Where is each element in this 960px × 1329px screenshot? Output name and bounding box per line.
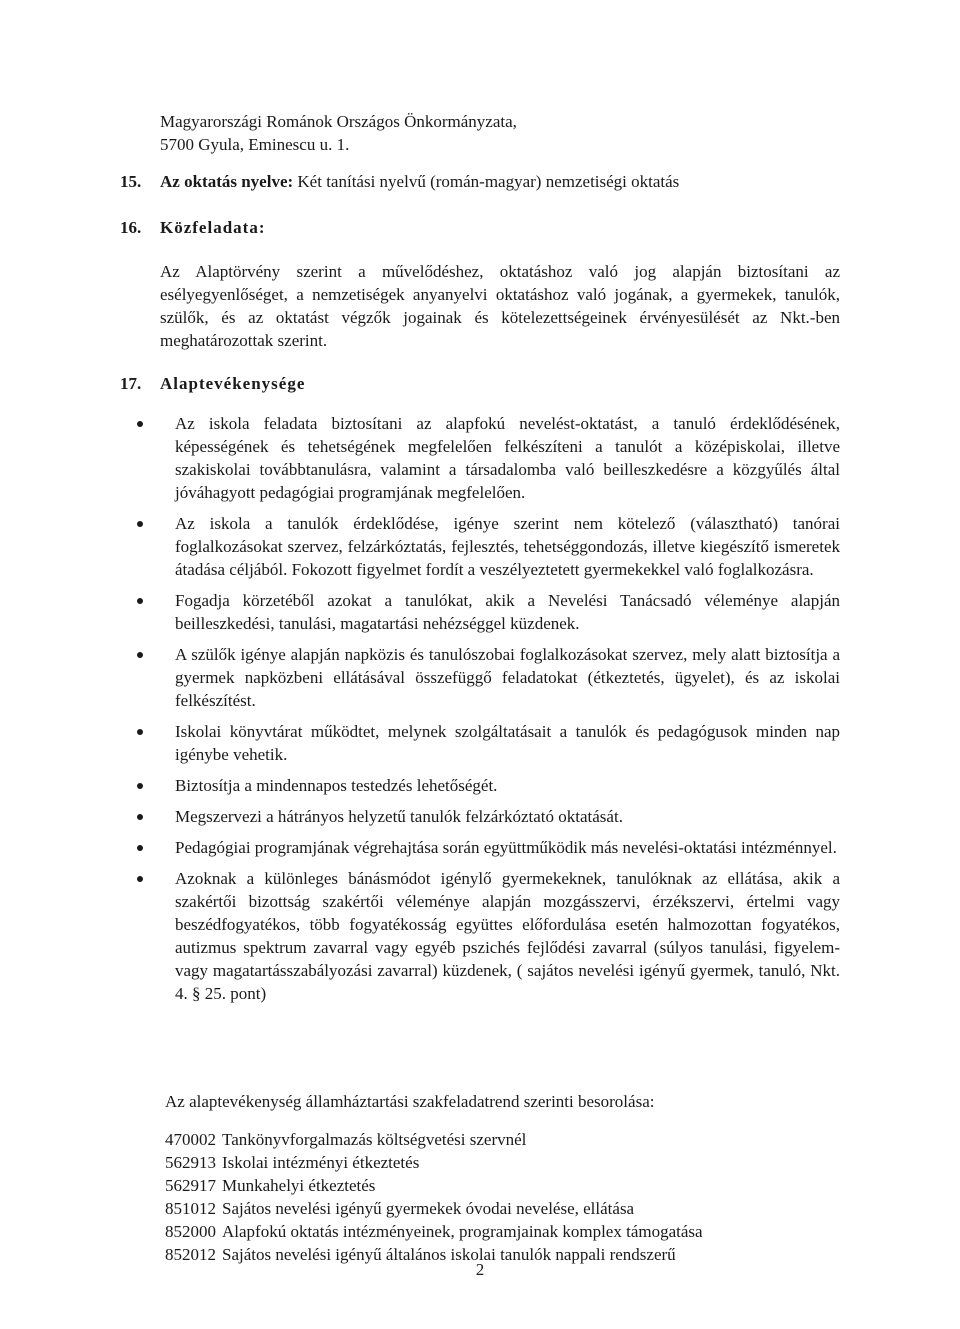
code-number: 852000 [165, 1222, 216, 1241]
code-row [165, 1151, 845, 1174]
bullet-item [120, 774, 840, 797]
section-16-title: Közfeladata: [160, 218, 266, 237]
bullet-item [120, 643, 840, 712]
bullet-item [120, 589, 840, 635]
section-15-number: 15. [120, 172, 142, 191]
bullet-item [120, 412, 840, 504]
code-row [165, 1128, 845, 1151]
section-17-bullet-list [120, 412, 840, 1013]
bullet-dot-icon [137, 421, 143, 427]
section-15-content [160, 170, 840, 193]
bullet-dot-icon [137, 845, 143, 851]
code-text: Munkahelyi étkeztetés [222, 1176, 376, 1195]
code-text: Iskolai intézményi étkeztetés [222, 1153, 420, 1172]
section-17-title: Alaptevékenysége [160, 374, 306, 393]
bullet-item [120, 720, 840, 766]
bullet-text: Azoknak a különleges bánásmódot igénylő gyermekeknek, tanulóknak az ellátása, akik a szakértői bizottság szakértői véleménye alapján mozgásszervi, érzékszervi, értelmi vagy beszédfogyatékos, több fogyatékosság együttes előfordulása esetén halmozottan fogyatékos, autizmus spektrum zavarral vagy egyéb pszichés fejlődési zavarral (súlyos tanulási, figyelem- vagy magatartásszabályozási zavarral) küzdenek, ( sajátos nevelési igényű gyermek, tanuló, Nkt. 4. § 25. pont) [175, 869, 840, 1003]
bullet-item [120, 805, 840, 828]
code-text: Alapfokú oktatás intézményeinek, programjainak komplex támogatása [222, 1222, 703, 1241]
bullet-text: Az iskola a tanulók érdeklődése, igénye szerint nem kötelező (választható) tanórai foglalkozásokat szervez, felzárkóztatás, fejlesztés, tehetséggondozás, illetve kiegészítő ismeretek átadása céljából. Fokozott figyelmet fordít a veszélyeztetett gyermekekkel való foglalkozásra. [175, 514, 840, 579]
bullet-item [120, 867, 840, 1005]
bullet-dot-icon [137, 729, 143, 735]
bullet-text: Pedagógiai programjának végrehajtása során együttműködik más nevelési-oktatási intézménnyel. [175, 838, 837, 857]
code-number: 562913 [165, 1153, 216, 1172]
code-number: 851012 [165, 1199, 216, 1218]
code-number: 852012 [165, 1245, 216, 1264]
code-text: Sajátos nevelési igényű gyermekek óvodai nevelése, ellátása [222, 1199, 635, 1218]
code-number: 562917 [165, 1176, 216, 1195]
bullet-text: Megszervezi a hátrányos helyzetű tanulók felzárkóztató oktatását. [175, 807, 623, 826]
code-row [165, 1220, 845, 1243]
bullet-text: Iskolai könyvtárat működtet, melynek szolgáltatásait a tanulók és pedagógusok minden nap igénybe vehetik. [175, 722, 840, 764]
bullet-dot-icon [137, 876, 143, 882]
code-text: Sajátos nevelési igényű általános iskolai tanulók nappali rendszerű [222, 1245, 676, 1264]
bullet-dot-icon [137, 652, 143, 658]
classification-title: Az alaptevékenység államháztartási szakfeladatrend szerinti besorolása: [165, 1092, 655, 1111]
bullet-dot-icon [137, 521, 143, 527]
address-block [160, 110, 680, 156]
bullet-item [120, 512, 840, 581]
classification-code-list [165, 1128, 845, 1266]
code-number: 470002 [165, 1130, 216, 1149]
bullet-text: Az iskola feladata biztosítani az alapfokú nevelést-oktatást, a tanuló érdeklődésének, képességének és tehetségének megfelelően felkészíteni a tanulót a középiskolai, illetve szakiskolai továbbtanulásra, valamint a társadalomba való beilleszkedésre a közgyűlés által jóváhagyott pedagógiai programjának megfelelően. [175, 414, 840, 502]
code-row [165, 1197, 845, 1220]
bullet-dot-icon [137, 814, 143, 820]
bullet-item [120, 836, 840, 859]
section-15-text: Két tanítási nyelvű (román-magyar) nemzetiségi oktatás [293, 172, 680, 191]
page-number: 2 [475, 1260, 485, 1279]
bullet-text: Biztosítja a mindennapos testedzés lehetőségét. [175, 776, 498, 795]
section-15-label: Az oktatás nyelve: [160, 172, 294, 191]
bullet-dot-icon [137, 783, 143, 789]
section-16-paragraph: Az Alaptörvény szerint a művelődéshez, oktatáshoz való jog alapján biztosítani az esélyegyenlőséget, a nemzetiségek anyanyelvi oktatáshoz való jogának, a gyermekek, tanulók, szülők, és az oktatást végzők jogainak és kötelezettségeinek érvényesülését az Nkt.-ben meghatározottak szerint. [160, 262, 840, 350]
bullet-text: A szülők igénye alapján napközis és tanulószobai foglalkozásokat szervez, mely alatt biztosítja a gyermek napközbeni ellátásával összefüggő feladatokat (étkeztetés, ügyelet), és az iskolai felkészítést. [175, 645, 840, 710]
section-17-number: 17. [120, 374, 142, 393]
code-row [165, 1174, 845, 1197]
code-text: Tankönyvforgalmazás költségvetési szervnél [222, 1130, 527, 1149]
section-16-number: 16. [120, 218, 142, 237]
bullet-text: Fogadja körzetéből azokat a tanulókat, akik a Nevelési Tanácsadó véleménye alapján beilleszkedési, tanulási, magatartási nehézséggel küzdenek. [175, 591, 840, 633]
address-line-1: Magyarországi Románok Országos Önkormányzata, [160, 112, 517, 131]
bullet-dot-icon [137, 598, 143, 604]
address-line-2: 5700 Gyula, Eminescu u. 1. [160, 135, 350, 154]
